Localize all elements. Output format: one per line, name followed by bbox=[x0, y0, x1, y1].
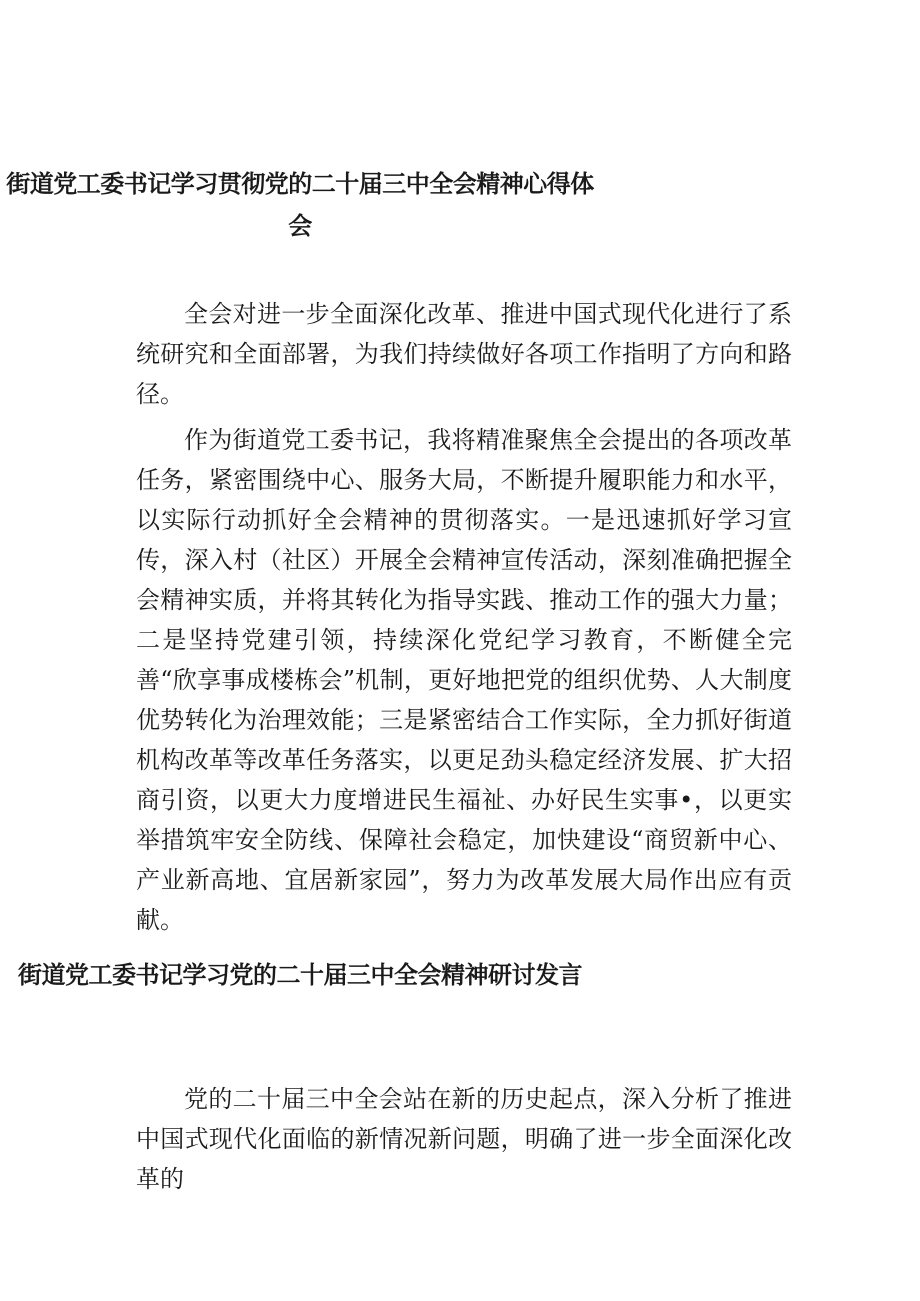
article-body-1 bbox=[136, 294, 792, 946]
paragraph: 作为街道党工委书记，我将精准聚焦全会提出的各项改革任务，紧密围绕中心、服务大局，不断提升履职能力和水平，以实际行动抓好全会精神的贯彻落实。一是迅速抓好学习宣传，深入村（社区）开展全会精神宣传活动，深刻准确把握全会精神实质，并将其转化为指导实践、推动工作的强大力量；二是坚持党建引领，持续深化党纪学习教育，不断健全完善“欣享事成楼栋会”机制，更好地把党的组织优势、人大制度优势转化为治理效能；三是紧密结合工作实际，全力抓好街道机构改革等改革任务落实，以更足劲头稳定经济发展、扩大招商引资，以更大力度增进民生福祉、办好民生实事•，以更实举措筑牢安全防线、保障社会稳定，加快建设“商贸新中心、产业新高地、宜居新家园”，努力为改革发展大局作出应有贡献。 bbox=[136, 426, 792, 934]
paragraph: 全会对进一步全面深化改革、推进中国式现代化进行了系统研究和全面部署，为我们持续做好各项工作指明了方向和路径。 bbox=[136, 300, 792, 408]
article-section-2 bbox=[0, 954, 920, 1193]
article-section-1 bbox=[0, 163, 920, 934]
article-title-1: 街道党工委书记学习贯彻党的二十届三中全会精神心得体会 bbox=[6, 170, 594, 240]
article-body-2 bbox=[136, 1079, 792, 1205]
article-title-2: 街道党工委书记学习党的二十届三中全会精神研讨发言 bbox=[18, 961, 582, 989]
paragraph: 党的二十届三中全会站在新的历史起点，深入分析了推进中国式现代化面临的新情况新问题，明确了进一步全面深化改革的 bbox=[136, 1085, 792, 1193]
